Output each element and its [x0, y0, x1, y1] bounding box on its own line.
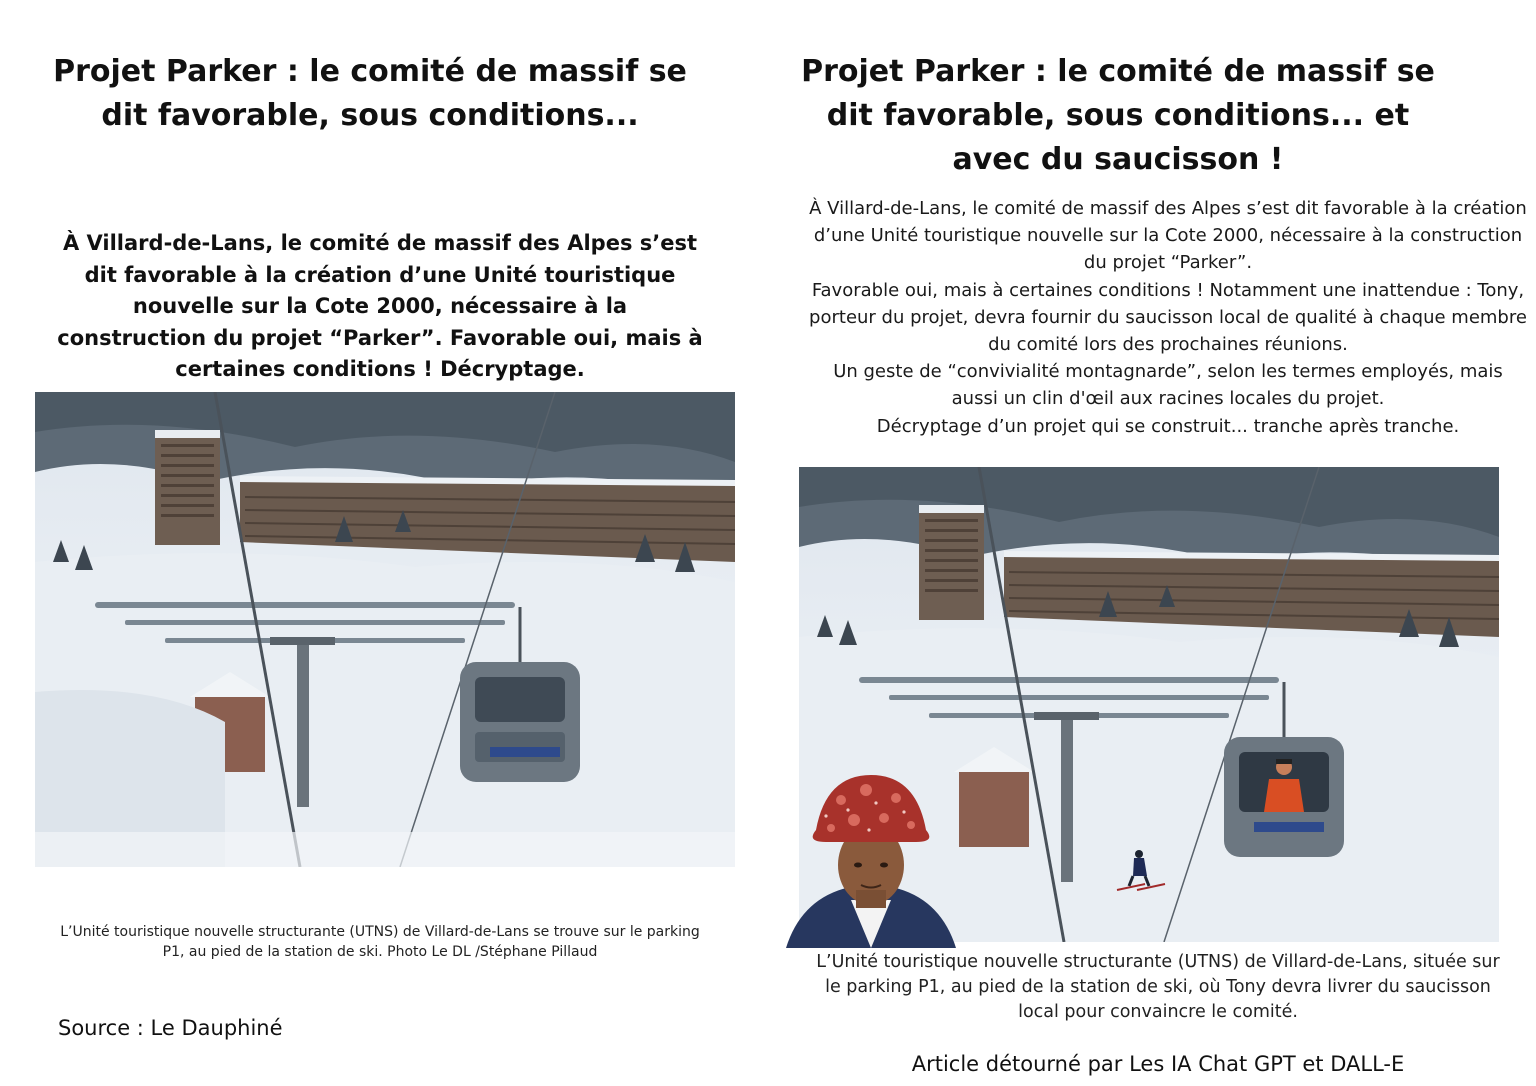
- ai-credit-line: Article détourné par Les IA Chat GPT et DALL-E: [911, 1052, 1405, 1076]
- lead-line: Un geste de “convivialité montagnarde”, selon les termes employés, mais aussi un clin d'œil aux racines locales du projet.: [833, 361, 1503, 410]
- original-article-title: Projet Parker : le comité de massif se dit favorable, sous conditions...: [53, 54, 687, 133]
- lead-line: Décryptage d’un projet qui se construit... tranche après tranche.: [876, 415, 1460, 437]
- lead-line: Favorable oui, mais à certaines conditions ! Notamment une inattendue : Tony, porteur du projet, devra fournir du saucisson local de qualité à chaque membre du comité lors des prochaines réunions.: [809, 279, 1527, 356]
- original-photo-caption: L’Unité touristique nouvelle structurante (UTNS) de Villard-de-Lans se trouve sur le parking P1, au pied de la station de ski. Photo Le DL /Stéphane Pillaud: [60, 924, 700, 960]
- source-attribution: Source : Le Dauphiné: [58, 1016, 283, 1040]
- ski-resort-photo: [35, 392, 735, 867]
- parody-article-title: Projet Parker : le comité de massif se dit favorable, sous conditions... et avec du saucisson !: [801, 54, 1435, 177]
- person-salami-hat-illustration: [786, 770, 956, 948]
- parody-photo-caption: L’Unité touristique nouvelle structurante (UTNS) de Villard-de-Lans, située sur le parking P1, au pied de la station de ski, où Tony devra livrer du saucisson local pour convaincre le comité.: [816, 952, 1500, 1022]
- parody-article-lead: [808, 195, 1528, 440]
- parody-article-panel: [768, 0, 1536, 1086]
- lead-line: À Villard-de-Lans, le comité de massif des Alpes s’est dit favorable à la création d’une Unité touristique nouvelle sur la Cote 2000, nécessaire à la construction du projet “Parker”.: [809, 198, 1527, 274]
- original-article-lead: À Villard-de-Lans, le comité de massif des Alpes s’est dit favorable à la création d’une Unité touristique nouvelle sur la Cote 2000, nécessaire à la construction du projet “Parker”. Favorable oui, mais à certaines conditions ! Décryptage.: [57, 231, 703, 381]
